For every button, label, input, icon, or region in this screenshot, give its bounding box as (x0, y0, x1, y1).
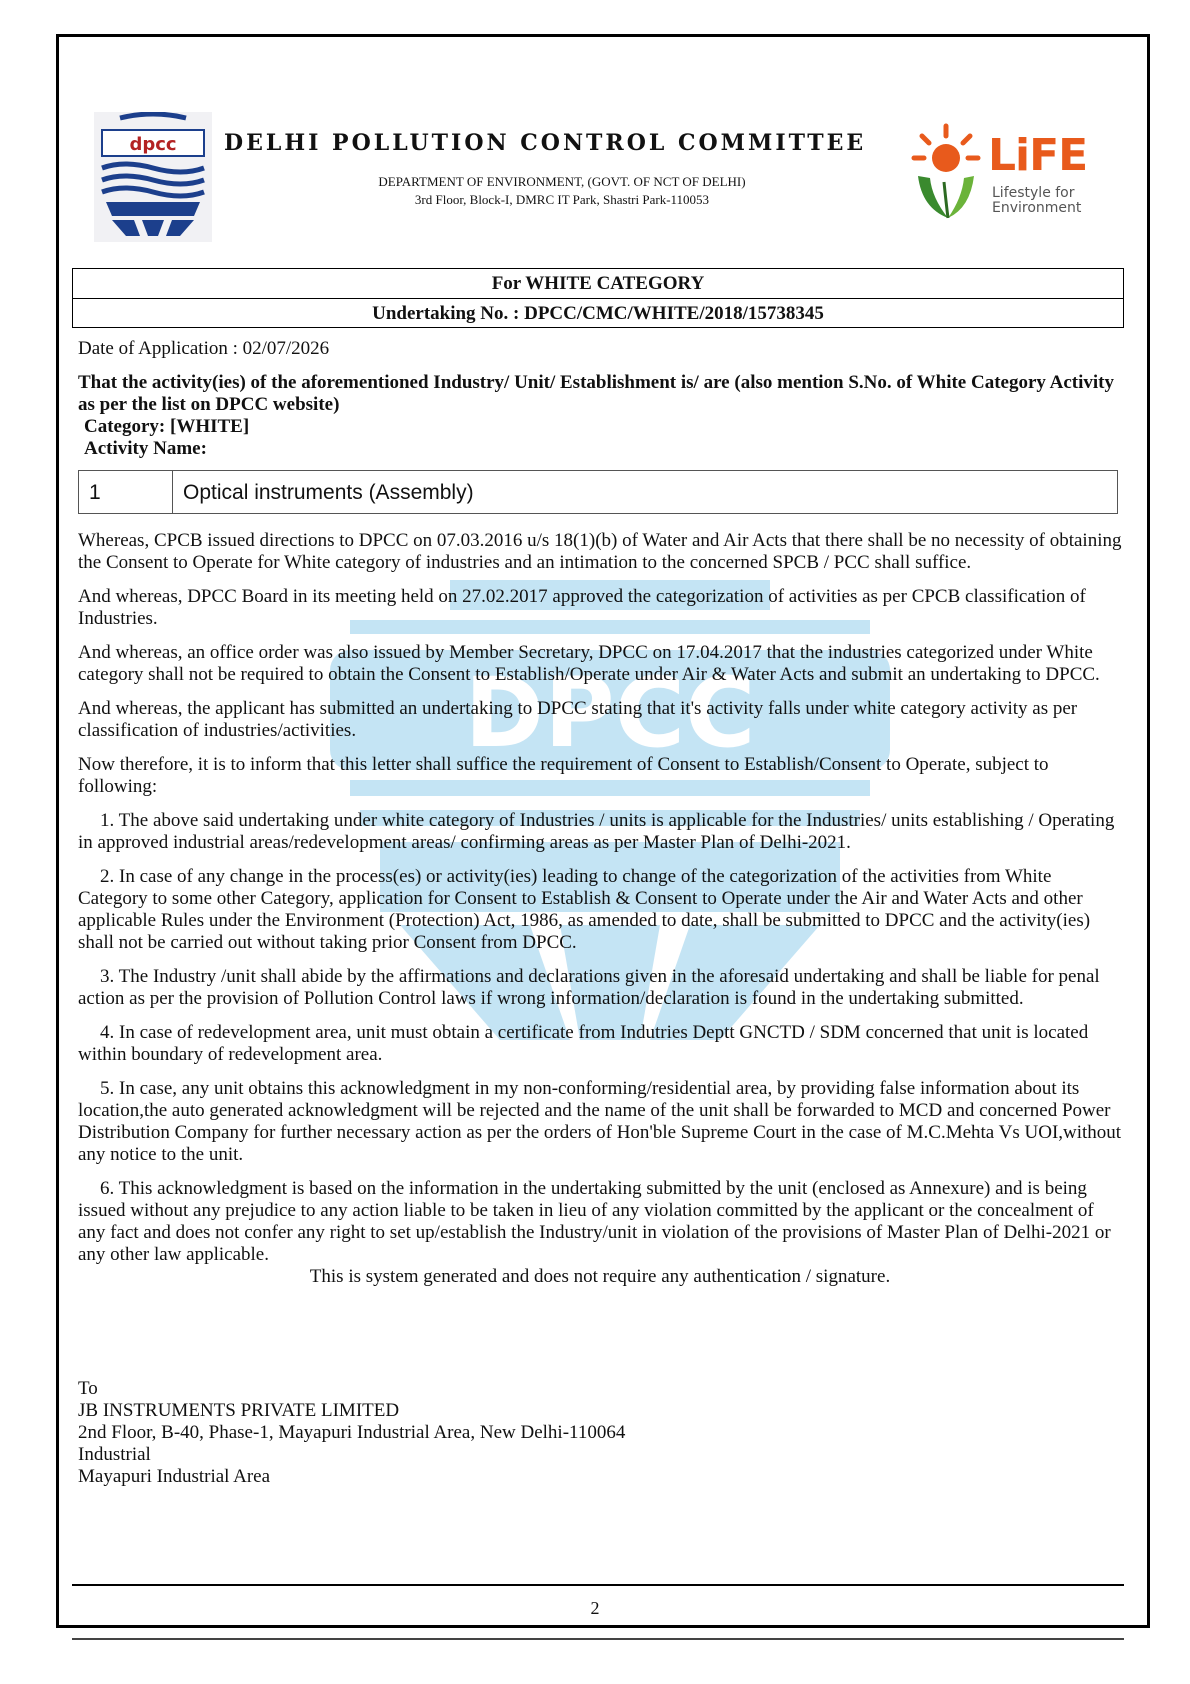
footer-divider (72, 1584, 1124, 1586)
org-address: 3rd Floor, Block-I, DMRC IT Park, Shastri Park-110053 (414, 192, 710, 207)
recipient-type: Industrial (78, 1444, 151, 1465)
paragraph: And whereas, DPCC Board in its meeting held on 27.02.2017 approved the categorization of activities as per CPCB classification of Industries. (78, 586, 1086, 629)
paragraph: Now therefore, it is to inform that this letter shall suffice the requirement of Consent to Establish/Consent to Operate, subject to following: (78, 754, 1049, 797)
life-wordmark: LiFE (988, 130, 1088, 181)
org-title: DELHI POLLUTION CONTROL COMMITTEE (224, 130, 867, 156)
paragraph: Whereas, CPCB issued directions to DPCC on 07.03.2016 u/s 18(1)(b) of Water and Air Acts that there shall be no necessity of obtaining the Consent to Operate for White category of industries and an intimation to the concerned SPCB / PCC shall suffice. (78, 530, 1122, 573)
recipient-company: JB INSTRUMENTS PRIVATE LIMITED (78, 1400, 400, 1421)
dpcc-logo-text: dpcc (129, 134, 177, 155)
condition-item: 5. In case, any unit obtains this acknowledgment in my non-conforming/residential area, by providing false information about its location,the auto generated acknowledgment will be rejected and the name of the unit shall be forwarded to MCD and concerned Power Distribution Company for further necessary action as per the orders of Hon'ble Supreme Court in the case of M.C.Mehta Vs UOI,without any notice to the unit. (78, 1078, 1122, 1165)
dpcc-logo (94, 112, 212, 242)
activity-intro (78, 372, 1118, 460)
condition-item: 3. The Industry /unit shall abide by the affirmations and declarations given in the aforesaid undertaking and shall be liable for penal action as per the provision of Pollution Control laws if wrong information/declaration is found in the undertaking submitted. (78, 966, 1100, 1009)
paragraph: And whereas, an office order was also issued by Member Secretary, DPCC on 17.04.2017 that the industries categorized under White category shall not be required to obtain the Consent to Establish/Operate under Air & Water Acts and submit an undertaking to DPCC. (78, 642, 1100, 685)
condition-item: 6. This acknowledgment is based on the information in the undertaking submitted by the unit (enclosed as Annexure) and is being issued without any prejudice to any action liable to be taken in lieu of any violation committed by the applicant or the concealment of any fact and does not confer any right to set up/establish the Industry/unit in violation of the provisions of Master Plan of Delhi-2021 or any other law applicable. (78, 1178, 1111, 1265)
category-heading: For WHITE CATEGORY (491, 273, 705, 294)
recipient-to: To (78, 1378, 98, 1399)
undertaking-number: Undertaking No. : DPCC/CMC/WHITE/2018/15738345 (73, 298, 1123, 328)
paragraph: And whereas, the applicant has submitted an undertaking to DPCC stating that it's activity falls under white category activity as per classification of industries/activities. (78, 698, 1078, 741)
activity-statement: That the activity(ies) of the aforementioned Industry/ Unit/ Establishment is/ are (also mention S.No. of White Category Activity as per the list on DPCC website) (78, 372, 1114, 415)
application-date: Date of Application : 02/07/2026 (78, 338, 330, 359)
life-tagline-line-1: Lifestyle for (992, 185, 1075, 201)
activity-name-label: Activity Name: (84, 438, 207, 459)
life-logo (908, 122, 1088, 232)
activity-category: Category: [WHITE] (84, 416, 250, 437)
condition-item: 1. The above said undertaking under white category of Industries / units is applicable for the Industries/ units establishing / Operating in approved industrial areas/redevelopment areas/ confirming areas as per Master Plan of Delhi-2021. (78, 810, 1115, 853)
letter-body (78, 530, 1122, 1288)
activity-table (78, 470, 1118, 514)
condition-item: 4. In case of redevelopment area, unit must obtain a certificate from Indutries Deptt GNCTD / SDM concerned that unit is located within boundary of redevelopment area. (78, 1022, 1089, 1065)
system-note: This is system generated and does not require any authentication / signature. (309, 1266, 891, 1287)
bottom-rule (72, 1638, 1124, 1640)
recipient-area: Mayapuri Industrial Area (78, 1466, 271, 1487)
activity-name: Optical instruments (Assembly) (183, 481, 474, 504)
category-box (72, 268, 1124, 328)
life-tagline (992, 186, 1081, 216)
org-department: DEPARTMENT OF ENVIRONMENT, (GOVT. OF NCT OF DELHI) (378, 174, 746, 189)
page-number: 2 (590, 1598, 600, 1618)
life-tagline-line-2: Environment (992, 200, 1082, 216)
letterhead (88, 108, 1098, 248)
watermark-letters: DPCC (464, 657, 756, 769)
recipient-address (78, 1378, 625, 1488)
activity-sno: 1 (79, 471, 173, 513)
life-emblem-icon (908, 122, 988, 222)
recipient-street: 2nd Floor, B-40, Phase-1, Mayapuri Industrial Area, New Delhi-110064 (78, 1422, 626, 1443)
condition-item: 2. In case of any change in the process(es) or activity(ies) leading to change of the categorization of the activities from White Category to some other Category, application for Consent to Establish & Consent to Operate under the Air and Water Acts and other applicable Rules under the Environment (Protection) Act, 1986, as amended to date, shall be submitted to DPCC and the activity(ies) shall not be carried out without taking prior Consent from DPCC. (78, 866, 1091, 953)
